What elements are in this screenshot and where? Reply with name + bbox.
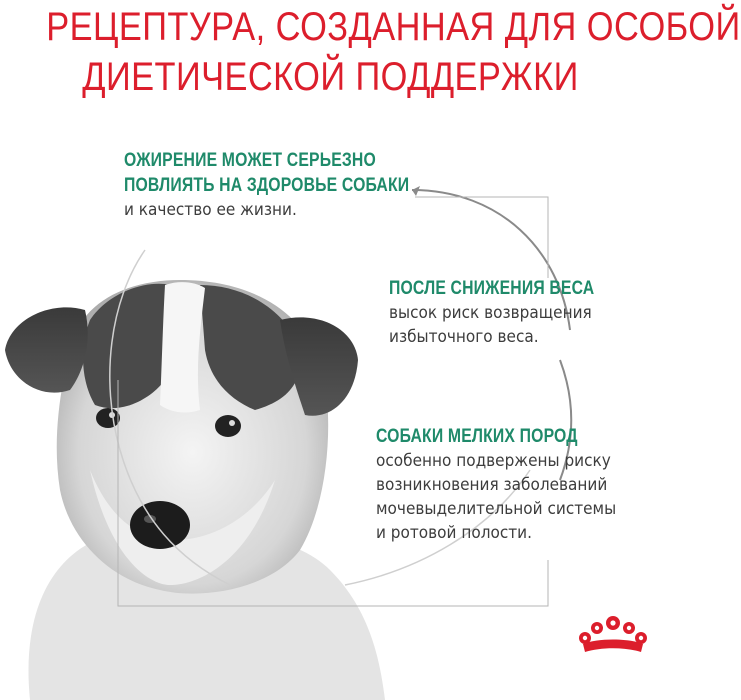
royal-crown-logo [577,612,649,658]
weight-loss-block [389,276,636,349]
title-line-2: ДИЕТИЧЕСКОЙ ПОДДЕРЖКИ [82,55,579,99]
obesity-text: и качество ее жизни. [124,200,297,220]
title-line-1: РЕЦЕПТУРА, СОЗДАННАЯ ДЛЯ ОСОБОЙ [46,5,741,49]
weight-loss-heading: ПОСЛЕ СНИЖЕНИЯ ВЕСА [389,278,595,299]
small-breeds-text: особенно подвержены риску возникновения заболеваний мочевыделительной системы и ротовой полости. [376,451,617,543]
small-breeds-heading: СОБАКИ МЕЛКИХ ПОРОД [376,426,578,447]
dog-photo [0,240,420,700]
obesity-block [124,148,468,222]
small-breeds-block [376,424,643,545]
obesity-heading: ОЖИРЕНИЕ МОЖЕТ СЕРЬЕЗНО ПОВЛИЯТЬ НА ЗДОРОВЬЕ СОБАКИ [124,150,410,196]
page-title [46,2,741,102]
weight-loss-text: высок риск возвращения избыточного веса. [389,303,592,347]
